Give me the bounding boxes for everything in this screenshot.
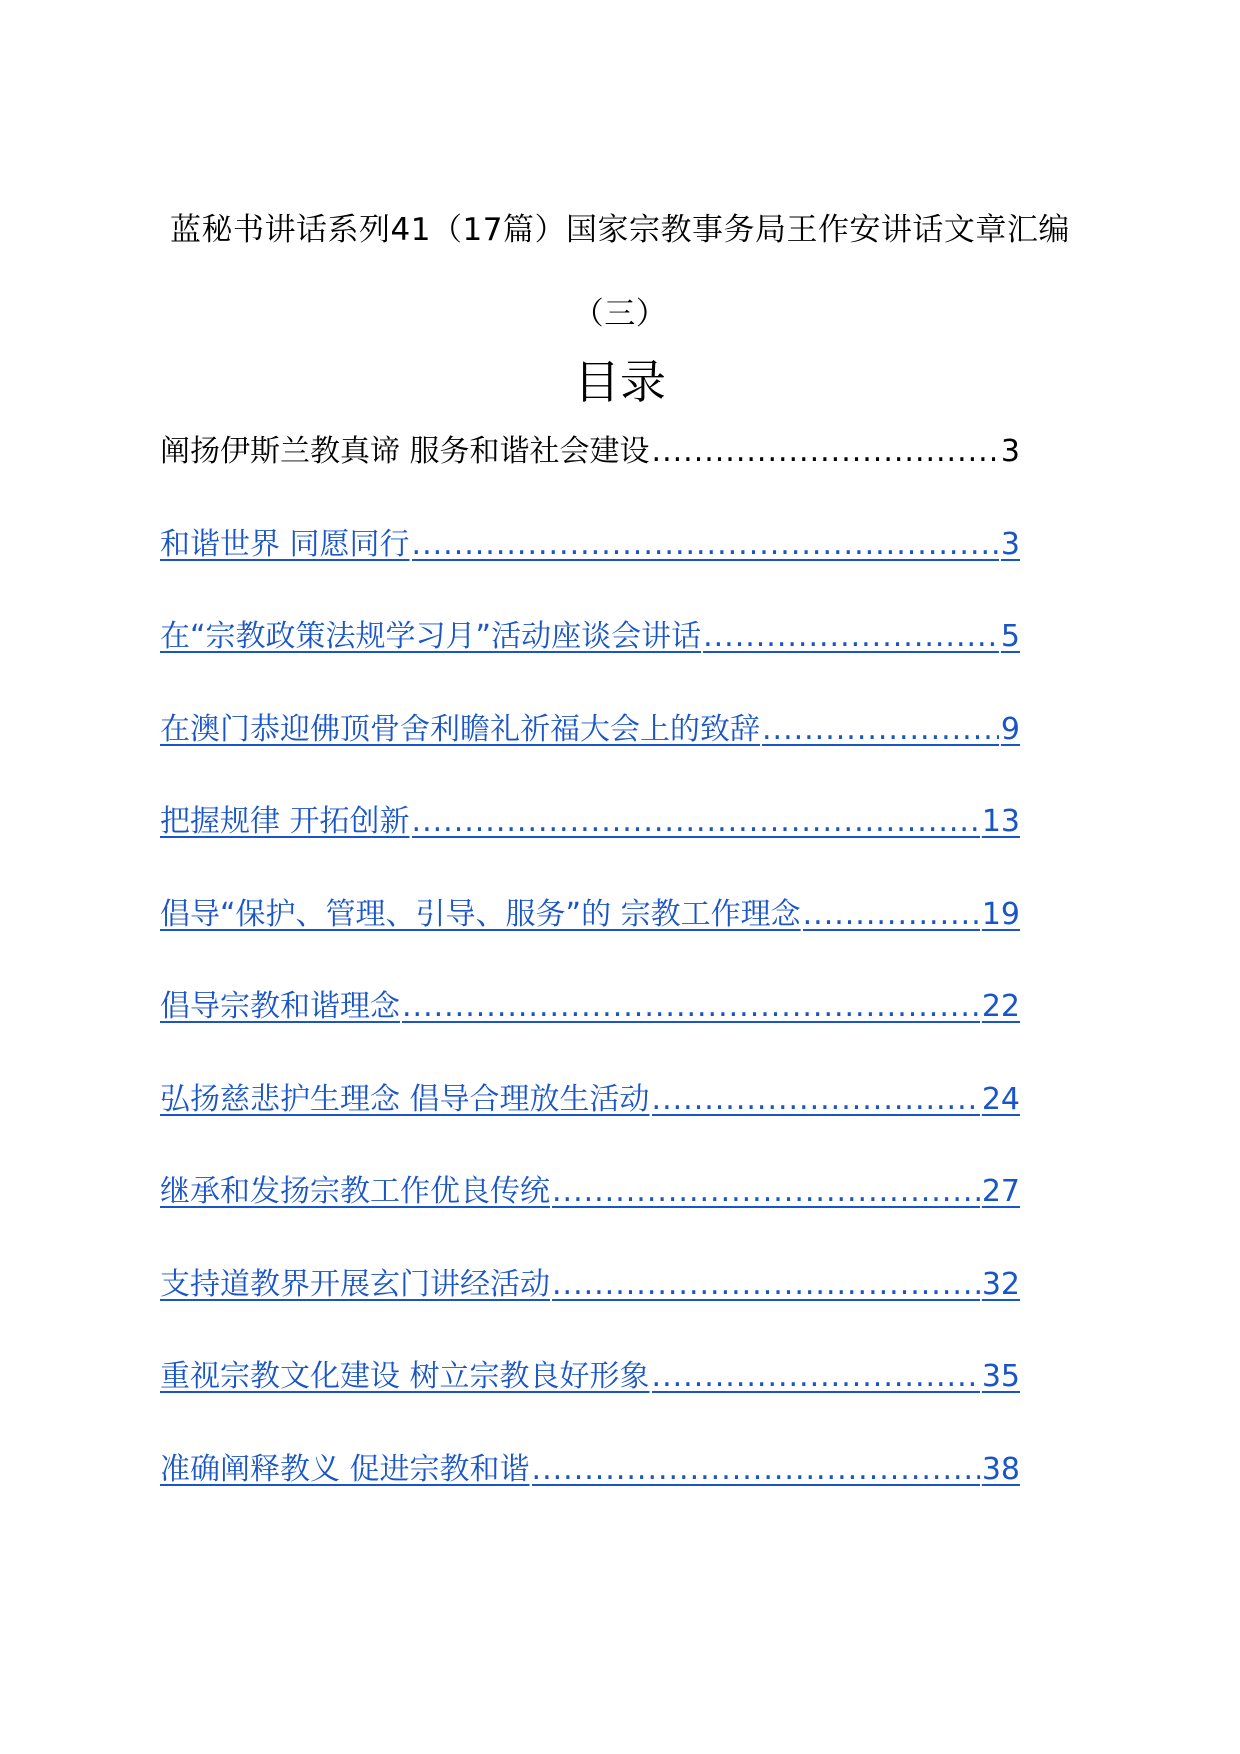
toc-entry[interactable] [160, 1263, 1020, 1356]
toc-entry[interactable] [160, 1448, 1020, 1541]
toc-entry-title: 支持道教界开展玄门讲经活动 [160, 1266, 550, 1302]
toc-entry-title: 和谐世界 同愿同行 [160, 526, 410, 562]
toc-page-number: 38 [981, 1451, 1020, 1487]
toc-dot-leader [402, 985, 980, 1029]
toc-page-number: 13 [981, 804, 1020, 839]
toc-page-number: 5 [1000, 619, 1020, 654]
toc-dot-leader [532, 1448, 980, 1492]
toc-page-number: 3 [1000, 434, 1020, 469]
toc-page-number: 9 [1000, 711, 1020, 747]
toc-page-number: 35 [981, 1359, 1020, 1394]
toc-entry-title: 在澳门恭迎佛顶骨舍利瞻礼祈福大会上的致辞 [160, 711, 760, 747]
toc-entry-title: 在“宗教政策法规学习月”活动座谈会讲话 [160, 619, 702, 654]
toc-entry-title: 重视宗教文化建设 树立宗教良好形象 [160, 1359, 650, 1394]
toc-heading: 目录 [574, 355, 666, 409]
toc-dot-leader [552, 1263, 980, 1307]
toc-page-number: 27 [981, 1174, 1020, 1209]
toc-dot-leader [412, 523, 999, 567]
toc-entry[interactable] [160, 615, 1020, 708]
toc-dot-leader [412, 800, 980, 844]
toc-entry-title: 继承和发扬宗教工作优良传统 [160, 1174, 550, 1209]
toc-dot-leader [552, 1170, 980, 1214]
toc-dot-leader [652, 430, 999, 474]
toc-entry-title: 倡导“保护、管理、引导、服务”的 宗教工作理念 [160, 896, 801, 932]
toc-dot-leader [652, 1355, 980, 1399]
toc-page-number: 3 [1000, 526, 1020, 562]
toc-page-number: 32 [981, 1266, 1020, 1302]
toc-entry-title: 把握规律 开拓创新 [160, 804, 410, 839]
toc-entry[interactable] [160, 893, 1020, 986]
toc-entry[interactable] [160, 708, 1020, 801]
toc-entry[interactable] [160, 985, 1020, 1078]
toc-dot-leader [703, 615, 999, 659]
toc-page-number: 22 [981, 989, 1020, 1024]
toc-dot-leader [762, 708, 999, 752]
toc-entry-title: 准确阐释教义 促进宗教和谐 [160, 1451, 530, 1487]
toc-dot-leader [652, 1078, 980, 1122]
toc-page-number: 19 [981, 896, 1020, 932]
toc-entry[interactable] [160, 1355, 1020, 1448]
toc-entry[interactable] [160, 800, 1020, 893]
toc-entry[interactable] [160, 523, 1020, 616]
toc-entry[interactable] [160, 1170, 1020, 1263]
toc-entry-title: 弘扬慈悲护生理念 倡导合理放生活动 [160, 1081, 650, 1117]
toc-entry-title: 阐扬伊斯兰教真谛 服务和谐社会建设 [160, 434, 650, 469]
table-of-contents [160, 430, 1020, 1540]
toc-dot-leader [803, 893, 980, 937]
toc-entry [160, 430, 1020, 523]
toc-page-number: 24 [981, 1081, 1020, 1117]
document-title: 蓝秘书讲话系列41（17篇）国家宗教事务局王作安讲话文章汇编（三） [170, 212, 1070, 332]
toc-entry-title: 倡导宗教和谐理念 [160, 989, 400, 1024]
toc-entry[interactable] [160, 1078, 1020, 1171]
